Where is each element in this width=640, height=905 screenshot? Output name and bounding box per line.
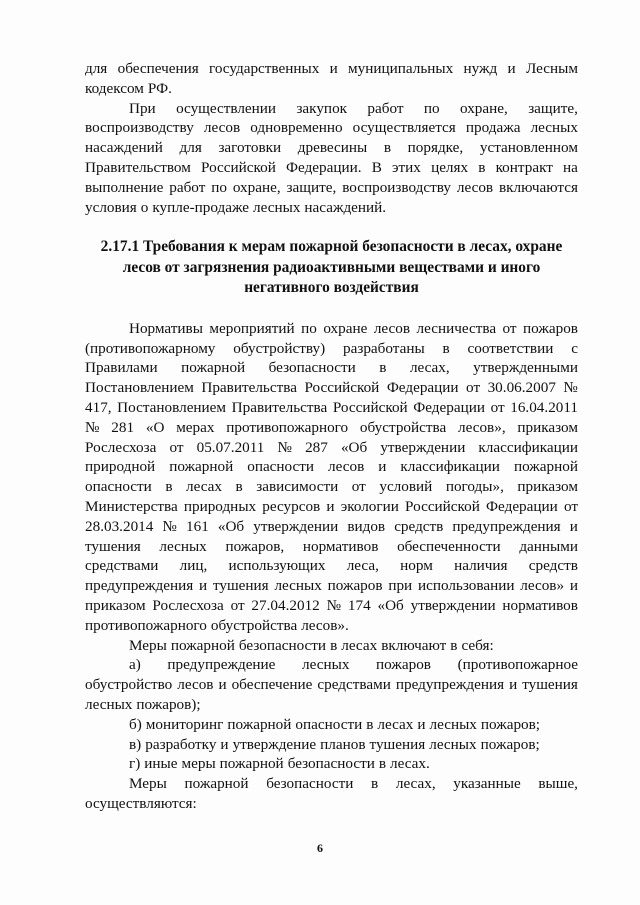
text-before-heading [85, 59, 578, 217]
text-line: 28.03.2014 № 161 «Об утверждении видов средств предупреждения и [85, 517, 578, 535]
text-line: б) мониторинг пожарной опасности в лесах и лесных пожаров; [129, 715, 541, 733]
text-line: осуществляются: [85, 795, 197, 812]
text-line: обустройство лесов и обеспечение средствами предупреждения и тушения [85, 676, 578, 694]
text-line: Меры пожарной безопасности в лесах включают в себя: [129, 636, 494, 654]
text-line: Правительством Российской Федерации. В этих целях в контракт на [85, 158, 578, 176]
text-line: предупреждения и тушения лесных пожаров при использовании лесов» и [85, 577, 578, 595]
paragraph [85, 99, 578, 218]
text-line: воспроизводству лесов одновременно осуществляется продажа лесных [85, 119, 578, 137]
text-line: Правилами пожарной безопасности в лесах, утвержденными [85, 359, 578, 377]
spacer [85, 217, 578, 237]
section-heading-line: лесов от загрязнения радиоактивными веществами и иного [122, 258, 541, 276]
text-line: Меры пожарной безопасности в лесах, указанные выше, [129, 775, 578, 793]
document-body [85, 59, 578, 814]
text-line: средствами лиц, использующих леса, норм наличия средств [85, 557, 578, 575]
text-line: (противопожарному обустройству) разработаны в соответствии с [85, 339, 578, 357]
paragraph [85, 319, 578, 636]
text-line: Постановлением Правительства Российской Федерации от 30.06.2007 № [85, 379, 578, 397]
text-line: условия о купле-продаже лесных насаждений. [85, 198, 387, 216]
page-number: 6 [317, 841, 323, 855]
text-after-heading [85, 319, 578, 814]
text-line: в) разработку и утверждение планов тушения лесных пожаров; [129, 735, 540, 753]
section-heading-line: 2.17.1 Требования к мерам пожарной безопасности в лесах, охране [100, 238, 563, 256]
text-line: № 281 «О мерах противопожарного обустройства лесов», приказом [85, 418, 578, 436]
text-line: Рослесхоза от 05.07.2011 № 287 «Об утверждении классификации [85, 438, 578, 456]
text-line: лесных пожаров); [85, 696, 201, 714]
text-line: Министерства природных ресурсов и экологии Российской Федерации от [85, 498, 578, 516]
text-line: г) иные меры пожарной безопасности в лесах. [129, 755, 430, 773]
text-line: противопожарного обустройства лесов». [85, 616, 349, 634]
paragraph [85, 754, 578, 774]
paragraph [85, 59, 578, 99]
paragraph [85, 636, 578, 656]
text-line: Нормативы мероприятий по охране лесов лесничества от пожаров [129, 319, 578, 337]
text-line: приказом Рослесхоза от 27.04.2012 № 174 «Об утверждении нормативов [85, 597, 578, 615]
text-line: При осуществлении закупок работ по охране, защите, [129, 99, 578, 117]
paragraph [85, 655, 578, 714]
paragraph [85, 735, 578, 755]
text-line: для обеспечения государственных и муниципальных нужд и Лесным [85, 60, 578, 77]
text-line: выполнение работ по охране, защите, воспроизводству лесов включаются [85, 178, 578, 196]
text-line: кодексом РФ. [85, 79, 172, 97]
text-line: насаждений для заготовки древесины в порядке, установленном [85, 139, 578, 157]
text-line: природной пожарной опасности лесов и классификации пожарной [85, 458, 578, 476]
paragraph [85, 774, 578, 814]
section-heading [85, 237, 578, 299]
section-heading-line: негативного воздействия [244, 279, 419, 297]
paragraph [85, 715, 578, 735]
text-line: тушения лесных пожаров, нормативов обеспеченности данными [85, 537, 578, 555]
text-line: 417, Постановлением Правительства Российской Федерации от 16.04.2011 [85, 399, 578, 417]
text-line: а) предупреждение лесных пожаров (противопожарное [129, 656, 578, 674]
text-line: опасности в лесах в зависимости от условий погоды», приказом [85, 478, 578, 496]
